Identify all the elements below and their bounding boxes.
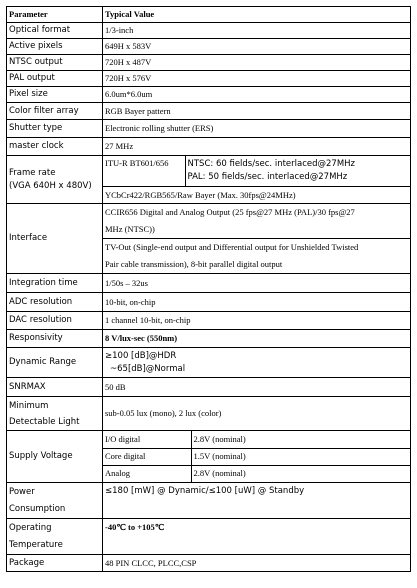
- color-filter-array-label: Color filter array: [7, 103, 103, 120]
- bt601-pal-rate: PAL: 50 fields/sec. interlaced@27MHz: [187, 172, 348, 182]
- row-responsivity: [7, 330, 411, 348]
- pixel-size-value: 6.0um*6.0um: [103, 87, 411, 103]
- snrmax-value: 50 dB: [103, 378, 411, 397]
- tvout-line1: TV-Out (Single-end output and Differential output for Unshielded Twisted: [105, 242, 359, 252]
- supply-voltage-cell: [103, 431, 411, 483]
- row-power-consumption: [7, 483, 411, 519]
- integration-time-value: 1/50s – 32us: [103, 274, 411, 293]
- shutter-type-value: Electronic rolling shutter (ERS): [103, 120, 411, 138]
- typical-value-header: Typical Value: [103, 7, 411, 23]
- interface-label: Interface: [7, 204, 103, 274]
- dynamic-range-value: [103, 348, 411, 378]
- package-label: Package: [7, 555, 103, 572]
- row-adc-resolution: [7, 293, 411, 312]
- shutter-type-label: Shutter type: [7, 120, 103, 138]
- tvout-value: [103, 239, 411, 274]
- row-shutter-type: [7, 120, 411, 138]
- min-light-label-line2: Detectable Light: [9, 416, 80, 427]
- supply-io-voltage: 2.8V (nominal): [191, 431, 410, 448]
- supply-row-analog: [103, 465, 410, 482]
- bt601-ntsc-rate: NTSC: 60 fields/sec. interlaced@27MHz: [187, 159, 356, 169]
- pal-output-label: PAL output: [7, 71, 103, 87]
- dac-resolution-label: DAC resolution: [7, 312, 103, 330]
- master-clock-label: master clock: [7, 138, 103, 156]
- dynamic-range-normal: ~65[dB]@Normal: [110, 363, 186, 374]
- min-light-label-line1: Minimum: [9, 400, 49, 411]
- supply-row-core: [103, 448, 410, 465]
- supply-core-voltage: 1.5V (nominal): [191, 448, 410, 465]
- ccir656-line1: CCIR656 Digital and Analog Output (25 fps@27 MHz (PAL)/30 fps@27: [105, 207, 355, 217]
- row-snrmax: [7, 378, 411, 397]
- ycbcr-rate-value: YCbCr422/RGB565/Raw Bayer (Max. 30fps@24MHz): [103, 187, 411, 204]
- optical-format-label: Optical format: [7, 23, 103, 39]
- header-row: [7, 7, 411, 23]
- frame-rate-label: [7, 156, 103, 204]
- operating-temperature-label: [7, 519, 103, 555]
- dynamic-range-label: Dynamic Range: [7, 348, 103, 378]
- row-integration-time: [7, 274, 411, 293]
- min-detectable-light-label: [7, 397, 103, 431]
- ccir656-line2: MHz (NTSC)): [105, 224, 155, 234]
- power-label-line2: Consumption: [9, 503, 66, 514]
- row-package: [7, 555, 411, 572]
- power-consumption-label: [7, 483, 103, 519]
- row-optical-format: [7, 23, 411, 39]
- row-active-pixels: [7, 39, 411, 55]
- row-dac-resolution: [7, 312, 411, 330]
- ntsc-output-label: NTSC output: [7, 55, 103, 71]
- power-consumption-value: ≤180 [mW] @ Dynamic/≤100 [uW] @ Standby: [103, 483, 411, 519]
- row-dynamic-range: [7, 348, 411, 378]
- min-detectable-light-value: sub-0.05 lux (mono), 2 lux (color): [103, 397, 411, 431]
- snrmax-label: SNRMAX: [7, 378, 103, 397]
- frame-rate-label-line1: Frame rate: [9, 167, 56, 178]
- supply-core-name: Core digital: [103, 448, 191, 465]
- specifications-table: [6, 6, 411, 572]
- row-operating-temperature: [7, 519, 411, 555]
- row-master-clock: [7, 138, 411, 156]
- row-interface-ccir: [7, 204, 411, 239]
- pal-output-value: 720H x 576V: [103, 71, 411, 87]
- dac-resolution-value: 1 channel 10-bit, on-chip: [103, 312, 411, 330]
- row-color-filter-array: [7, 103, 411, 120]
- bt601-cell: [103, 156, 411, 187]
- row-frame-rate-bt601: [7, 156, 411, 187]
- supply-analog-name: Analog: [103, 465, 191, 482]
- integration-time-label: Integration time: [7, 274, 103, 293]
- tvout-line2: Pair cable transmission), 8-bit parallel digital output: [105, 259, 283, 269]
- row-pixel-size: [7, 87, 411, 103]
- supply-voltage-subtable: [103, 431, 410, 482]
- temperature-label-line1: Operating: [9, 522, 52, 533]
- master-clock-value: 27 MHz: [103, 138, 411, 156]
- adc-resolution-value: 10-bit, on-chip: [103, 293, 411, 312]
- package-value: 48 PIN CLCC, PLCC,CSP: [103, 555, 411, 572]
- supply-io-name: I/O digital: [105, 433, 141, 444]
- dynamic-range-hdr: ≥100 [dB]@HDR: [105, 350, 177, 361]
- adc-resolution-label: ADC resolution: [7, 293, 103, 312]
- ccir656-value: [103, 204, 411, 239]
- color-filter-array-value: RGB Bayer pattern: [103, 103, 411, 120]
- supply-analog-voltage: 2.8V (nominal): [191, 465, 410, 482]
- optical-format-value: 1/3-inch: [103, 23, 411, 39]
- power-label-line1: Power: [9, 486, 35, 497]
- active-pixels-label: Active pixels: [7, 39, 103, 55]
- responsivity-value: 8 V/lux-sec (550nm): [103, 330, 411, 348]
- temperature-label-line2: Temperature: [9, 539, 63, 550]
- frame-rate-label-line2: (VGA 640H x 480V): [9, 180, 92, 191]
- supply-row-io: [103, 431, 410, 448]
- parameter-header: Parameter: [7, 7, 103, 23]
- bt601-frame-values: [185, 156, 410, 186]
- active-pixels-value: 649H x 583V: [103, 39, 411, 55]
- responsivity-label: Responsivity: [7, 330, 103, 348]
- supply-voltage-label: Supply Voltage: [7, 431, 103, 483]
- bt601-subtable: [103, 156, 410, 186]
- row-supply-voltage: [7, 431, 411, 483]
- row-ntsc-output: [7, 55, 411, 71]
- row-pal-output: [7, 71, 411, 87]
- pixel-size-label: Pixel size: [7, 87, 103, 103]
- row-min-detectable-light: [7, 397, 411, 431]
- bt601-standard: ITU-R BT601/656: [105, 158, 169, 168]
- ntsc-output-value: 720H x 487V: [103, 55, 411, 71]
- operating-temperature-value: -40℃ to +105℃: [103, 519, 411, 555]
